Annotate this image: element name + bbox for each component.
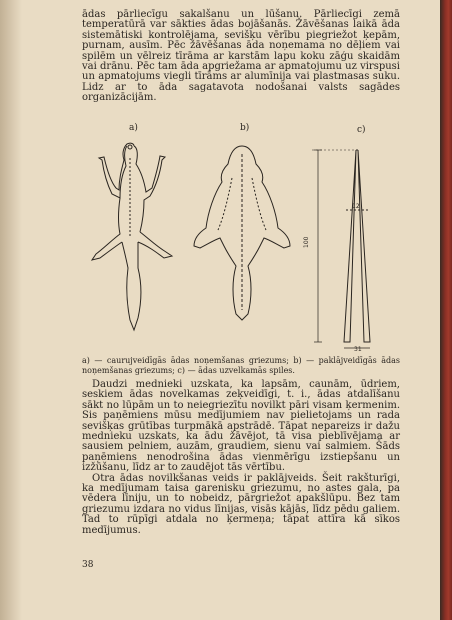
page-gutter-shadow: [0, 0, 22, 620]
stretcher-bottom-width-label: 31: [354, 346, 362, 352]
body-paragraph-1: Daudzi mednieki uzskata, ka lapsām, caunām, ūdriem, seskiem ādas novelkamas zeķveidīgi, t. i., ādas atdalīšanu sākt no lūpām un to neiegriezītu novilkt pāri visam ķermenim. Sis paņēmiens mūsu medījumiem nav pielietojams un rada sevišķas grūtības turpmākā apstrādē. Tāpat nepareizs ir dažu mednieku uzskats, ka ādu žāvējot, tā visa pieblīvējama ar sausiem pelniem, auzām, graudiem, sienu vai salmiem. Šāds paņēmiens nenodrošina ādas vienmērīgu izstiepšanu un izžūšanu, līdz ar to zaudējot tās vērtību.: [82, 379, 400, 474]
tubular-skin-drawing: [92, 143, 172, 330]
figure-label-c: c): [357, 125, 366, 135]
figure-caption: a) — caurujveidīgās ādas noņemšanas griezums; b) — paklājveidīgās ādas noņemšanas griezums; c) — ādas uzvelkamās spiles.: [82, 356, 400, 375]
figure-label-b: b): [240, 123, 250, 133]
figure-label-a: a): [129, 123, 138, 133]
stretcher-drawing: [312, 150, 370, 348]
body-text: [82, 380, 400, 536]
skinning-figure: [82, 120, 400, 352]
stretcher-top-width-label: 12: [352, 203, 360, 210]
page-number: 38: [82, 560, 94, 570]
top-paragraph: ādas pārliecīgu sakalšanu un lūšanu. Pārliecīgi zemā temperatūrā var sākties ādas bojāšanās. Žāvēšanas laikā āda sistemātiski kontrolējama, sevišķu vērību piegriežot ķepām, purnam, ausīm. Pēc žāvēšanas āda noņemama no dēļiem vai spilēm un vēlreiz tīrāma ar karstām lapu koku zāģu skaidām vai drānu. Pēc tam āda apgriežama ar apmatojumu uz virspusi un apmatojums viegli tīrāms ar alumīnija vai plastmasas suku. Lidz ar to āda sagatavota nodošanai valsts sagādes organizācijām.: [82, 9, 400, 104]
book-edge: [440, 0, 452, 620]
body-paragraph-2: Otra ādas novilkšanas veids ir paklājveids. Šeit rakšturīgi, ka medījumam taisa garenisku griezumu, no astes gala, pa vēdera līniju, un to nobeidz, pārgriežot apakšlūpu. Bez tam griezumu izdara no vidus līnijas, visās kājās, līdz pēdu galiem. Tad to rūpīgi atdala no ķermeņa; tāpat attīra kā sīkos medījumus.: [82, 472, 400, 536]
stretcher-height-label: 100: [303, 236, 310, 248]
flat-skin-drawing: [194, 146, 290, 320]
